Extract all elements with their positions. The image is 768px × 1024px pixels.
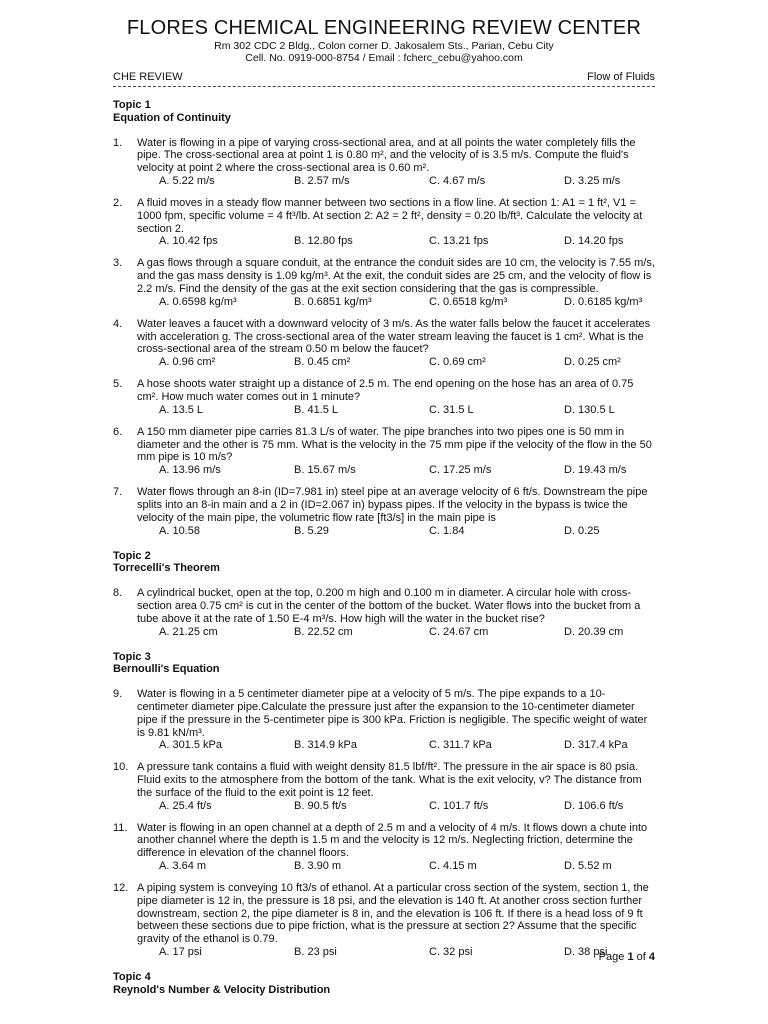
answer-choice: D. 317.4 kPa — [564, 739, 628, 752]
answer-choice: A. 21.25 cm — [159, 625, 218, 638]
topic-heading — [113, 971, 655, 997]
answer-choice: A. 10.58 — [159, 524, 200, 537]
answer-choices — [159, 235, 655, 248]
answer-choice: B. 23 psi — [294, 946, 337, 959]
question-item — [113, 197, 655, 235]
answer-choice: B. 15.67 m/s — [294, 464, 356, 477]
topic-label: Topic 4 — [113, 971, 151, 984]
answer-choice: C. 0.69 cm² — [429, 356, 486, 369]
question-item — [113, 587, 655, 625]
question-item — [113, 822, 655, 860]
question-number: 7. — [113, 486, 123, 499]
answer-choices — [159, 175, 655, 188]
answer-choices — [159, 404, 655, 417]
answer-choice: A. 301.5 kPa — [159, 739, 222, 752]
question-text: Water is flowing in an open channel at a depth of 2.5 m and a velocity of 4 m/s. It flows down a chute into another channel where the depth is 1.5 m and the velocity is 12 m/s. Neglecting friction, determine the difference in elevation of the channel floors. — [137, 821, 648, 860]
answer-choice: C. 4.67 m/s — [429, 174, 486, 187]
answer-choice: B. 22.52 cm — [294, 625, 353, 638]
subheader — [113, 70, 655, 84]
answer-choice: A. 25.4 ft/s — [159, 799, 212, 812]
answer-choice: C. 13.21 fps — [429, 235, 489, 248]
answer-choice: D. 0.25 cm² — [564, 356, 621, 369]
topic-heading — [113, 651, 655, 677]
answer-choice: B. 0.6851 kg/m³ — [294, 295, 372, 308]
answer-choice: A. 0.6598 kg/m³ — [159, 295, 237, 308]
topic-label: Topic 3 — [113, 650, 151, 663]
dashed-divider — [113, 86, 655, 87]
center-contact: Cell. No. 0919-000-8754 / Email : fcherc_cebu@yahoo.com — [245, 52, 523, 64]
topic-heading — [113, 550, 655, 576]
answer-choice: D. 19.43 m/s — [564, 464, 627, 477]
course-label: CHE REVIEW — [113, 71, 183, 83]
question-text: A gas flows through a square conduit, at the entrance the conduit sides are 10 cm, the velocity is 7.55 m/s, and the gas mass density is 1.09 kg/m³. At the exit, the conduit sides are 25 cm, and the velocity of flow is 2.2 m/s. Find the density of the gas at the exit section considering that the gas is compressible. — [137, 257, 655, 295]
answer-choice: A. 3.64 m — [159, 860, 207, 873]
question-group — [113, 587, 655, 638]
answer-choice: B. 12.80 fps — [294, 235, 353, 248]
answer-choice: A. 17 psi — [159, 946, 202, 959]
topic-label: Topic 1 — [113, 99, 151, 111]
question-number: 5. — [113, 378, 123, 391]
answer-choice: D. 20.39 cm — [564, 625, 624, 638]
answer-choice: A. 10.42 fps — [159, 235, 218, 248]
of-word: of — [636, 951, 646, 963]
answer-choice: D. 0.6185 kg/m³ — [564, 295, 643, 308]
answer-choices — [159, 800, 655, 813]
answer-choice: A. 13.96 m/s — [159, 464, 221, 477]
answer-choice: C. 32 psi — [429, 946, 473, 959]
question-number: 3. — [113, 257, 123, 270]
answer-choice: B. 2.57 m/s — [294, 174, 350, 187]
answer-choices — [159, 626, 655, 639]
page-word: Page — [598, 951, 625, 963]
answer-choice: B. 5.29 — [294, 524, 329, 537]
question-text: Water leaves a faucet with a downward velocity of 3 m/s. As the water falls below the faucet it accelerates with acceleration g. The cross-sectional area of the water stream leaving the faucet is 1 cm². What is the cross-sectional area of the stream 0.50 m below the faucet? — [137, 317, 651, 356]
answer-choice: B. 41.5 L — [294, 403, 339, 416]
answer-choices — [159, 464, 655, 477]
answer-choice: D. 5.52 m — [564, 860, 612, 873]
question-text: A 150 mm diameter pipe carries 81.3 L/s of water. The pipe branches into two pipes one is 50 mm in diameter and the other is 75 mm. What is the velocity in the 75 mm pipe if the velocity of the flow in the 50 mm pipe is 10 m/s? — [137, 425, 652, 464]
question-item — [113, 426, 655, 464]
answer-choices — [159, 296, 655, 309]
page-total: 4 — [648, 951, 655, 963]
topic-name: Equation of Continuity — [113, 111, 231, 124]
answer-choice: B. 314.9 kPa — [294, 739, 357, 752]
answer-choice: C. 24.67 cm — [429, 625, 489, 638]
subject-label: Flow of Fluids — [587, 71, 655, 83]
answer-choice: D. 3.25 m/s — [564, 174, 621, 187]
center-title: FLORES CHEMICAL ENGINEERING REVIEW CENTER — [126, 17, 642, 39]
answer-choice: C. 1.84 — [429, 524, 465, 537]
answer-choice: C. 0.6518 kg/m³ — [429, 295, 508, 308]
center-address: Rm 302 CDC 2 Bldg., Colon corner D. Jakosalem Sts., Parian, Cebu City — [214, 40, 554, 52]
question-text: Water is flowing in a pipe of varying cross-sectional area, and at all points the water completely fills the pipe. The cross-sectional area at point 1 is 0.80 m², and the velocity of is 3.5 m/s. Compute the fluid's velocity at point 2 where the cross-sectional area is 0.60 m². — [137, 136, 636, 175]
question-text: A piping system is conveying 10 ft3/s of ethanol. At a particular cross section of the system, section 1, the pipe diameter is 12 in, the pressure is 18 psi, and the elevation is 140 ft. At another cross section further downstream, section 2, the pipe diameter is 8 in, and the elevation is 106 ft. If there is a head loss of 9 ft between these sections due to pipe friction, what is the pressure at section 2? Assume that the specific gravity of the ethanol is 0.79. — [137, 882, 649, 946]
answer-choices — [159, 525, 655, 538]
question-text: A hose shoots water straight up a distance of 2.5 m. The end opening on the hose has an area of 0.75 cm². How much water comes out in 1 minute? — [137, 378, 634, 403]
answer-choices — [159, 946, 655, 959]
question-item — [113, 486, 655, 524]
page-number: 1 — [627, 951, 634, 963]
answer-choice: C. 311.7 kPa — [429, 739, 492, 752]
answer-choice: C. 31.5 L — [429, 403, 474, 416]
question-number: 4. — [113, 317, 123, 330]
answer-choice: A. 5.22 m/s — [159, 174, 215, 187]
answer-choice: B. 3.90 m — [294, 860, 342, 873]
question-group — [113, 137, 655, 538]
answer-choice: A. 13.5 L — [159, 403, 204, 416]
topic-name: Reynold's Number & Velocity Distribution — [113, 983, 331, 996]
question-text: A fluid moves in a steady flow manner between two sections in a flow line. At section 1: A1 = 1 ft², V1 = 1000 fpm, specific volume = 4 ft³/lb. At section 2: A2 = 2 ft², density = 0.20 lb/ft³. Calculate the velocity at section 2. — [137, 196, 643, 235]
question-text: Water flows through an 8-in (ID=7.981 in) steel pipe at an average velocity of 6 ft/s. Downstream the pipe splits into an 8-in main and a 2 in (ID=2.067 in) bypass pipes. If the velocity in the bypass is twice the velocity of the main pipe, the volumetric flow rate [ft3/s] in the main pipe is — [137, 486, 648, 524]
question-item — [113, 257, 655, 295]
answer-choice: D. 106.6 ft/s — [564, 799, 624, 812]
answer-choices — [159, 860, 655, 873]
questions-content — [113, 99, 655, 997]
question-item — [113, 882, 655, 946]
topic-heading — [113, 99, 655, 125]
answer-choice: C. 101.7 ft/s — [429, 799, 489, 812]
answer-choice: B. 90.5 ft/s — [294, 799, 347, 812]
question-item — [113, 318, 655, 356]
question-number: 11. — [113, 821, 128, 834]
question-number: 9. — [113, 688, 123, 701]
question-text: A pressure tank contains a fluid with weight density 81.5 lbf/ft². The pressure in the air space is 80 psia. Fluid exits to the atmosphere from the bottom of the tank. What is the exit velocity, v? The distance from the surface of the fluid to the exit point is 12 feet. — [137, 761, 642, 799]
answer-choice: C. 4.15 m — [429, 860, 477, 873]
topic-name: Torrecelli's Theorem — [113, 562, 220, 575]
question-group — [113, 688, 655, 959]
question-number: 8. — [113, 587, 123, 600]
answer-choices — [159, 739, 655, 752]
answer-choice: C. 17.25 m/s — [429, 464, 492, 477]
answer-choice: B. 0.45 cm² — [294, 356, 351, 369]
question-number: 1. — [113, 136, 123, 149]
answer-choice: D. 130.5 L — [564, 403, 615, 416]
answer-choices — [159, 356, 655, 369]
answer-choice: D. 38 psi — [564, 946, 608, 959]
question-item — [113, 761, 655, 799]
question-number: 10. — [113, 761, 129, 774]
question-number: 12. — [113, 882, 129, 895]
topic-label: Topic 2 — [113, 549, 151, 562]
question-number: 2. — [113, 196, 123, 209]
question-number: 6. — [113, 425, 123, 438]
question-item — [113, 137, 655, 175]
topic-name: Bernoulli's Equation — [113, 663, 220, 676]
answer-choice: D. 0.25 — [564, 524, 600, 537]
question-item — [113, 688, 655, 739]
question-text: Water is flowing in a 5 centimeter diameter pipe at a velocity of 5 m/s. The pipe expands to a 10-centimeter diameter pipe.Calculate the pressure just after the expansion to the 10-centimeter diameter pipe if the pressure in the 5-centimeter pipe is 300 kPa. Friction is negligible. The specific weight of water is 9.81 kN/m³. — [137, 688, 648, 739]
question-text: A cylindrical bucket, open at the top, 0.200 m high and 0.100 m in diameter. A circular hole with cross-section area 0.75 cm² is cut in the center of the bottom of the bucket. Water flows into the bucket from a tube above it at the rate of 1.50 E-4 m³/s. How high will the water in the bucket rise? — [137, 587, 641, 625]
answer-choice: D. 14.20 fps — [564, 235, 624, 248]
question-item — [113, 378, 655, 404]
answer-choice: A. 0.96 cm² — [159, 356, 216, 369]
page-footer — [599, 951, 655, 963]
